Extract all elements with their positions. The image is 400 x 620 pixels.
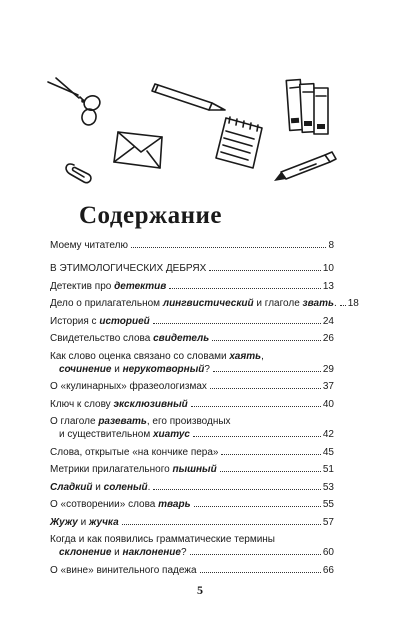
term-word: соленый bbox=[103, 481, 148, 493]
toc-page-number: 55 bbox=[322, 499, 334, 510]
entry-text: Слова, открытые «на кончике пера» bbox=[50, 446, 219, 458]
toc-page-number: 29 bbox=[322, 363, 334, 375]
dot-leader bbox=[210, 388, 321, 389]
toc-entry-title bbox=[50, 297, 337, 310]
toc-entry-title bbox=[50, 463, 217, 476]
dot-leader bbox=[153, 323, 321, 324]
entry-text: и глаголе bbox=[253, 298, 303, 309]
toc-page-number: 8 bbox=[328, 240, 334, 251]
entry-text: Детектив про bbox=[50, 280, 115, 292]
toc-entry[interactable] bbox=[50, 415, 334, 441]
toc-entry[interactable] bbox=[50, 315, 334, 328]
term-word: разевать bbox=[98, 416, 147, 427]
entry-text: , bbox=[261, 350, 264, 362]
toc-entry[interactable] bbox=[50, 463, 334, 476]
entry-text: и bbox=[92, 481, 104, 493]
toc-page-number: 26 bbox=[322, 333, 334, 344]
toc-entry[interactable] bbox=[50, 239, 334, 252]
dot-leader bbox=[340, 305, 346, 306]
dot-leader bbox=[169, 288, 321, 289]
page-title: Содержание bbox=[79, 202, 223, 229]
entry-text: ? bbox=[204, 363, 210, 375]
entry-text: . bbox=[147, 481, 151, 493]
toc-entry[interactable] bbox=[50, 280, 334, 293]
entry-text: , его производных bbox=[146, 416, 231, 427]
entry-text: и bbox=[111, 547, 123, 558]
toc-page-number: 53 bbox=[322, 481, 334, 493]
term-word: тварь bbox=[158, 499, 191, 510]
toc-entry-title bbox=[50, 380, 207, 393]
term-word: Сладкий bbox=[50, 481, 93, 493]
term-word: историей bbox=[99, 315, 150, 327]
page-number: 5 bbox=[197, 583, 203, 597]
entry-text: и существительном bbox=[59, 429, 153, 440]
dot-leader bbox=[209, 270, 321, 271]
term-word: жучка bbox=[89, 516, 119, 528]
toc-entry-title bbox=[59, 428, 190, 441]
toc-entry[interactable] bbox=[50, 533, 334, 559]
toc-entry[interactable] bbox=[50, 297, 359, 310]
term-word: пышный bbox=[172, 464, 217, 475]
dot-leader bbox=[200, 572, 321, 573]
entry-text: Как слово оценка связано со словами bbox=[50, 350, 230, 362]
entry-text: Свидетельство слова bbox=[50, 333, 154, 344]
entry-text: В ЭТИМОЛОГИЧЕСКИХ ДЕБРЯХ bbox=[50, 263, 207, 274]
toc-entry-title bbox=[50, 498, 191, 511]
toc-entry[interactable] bbox=[50, 380, 334, 393]
toc-page-number: 40 bbox=[322, 398, 334, 410]
term-word: наклонение bbox=[122, 547, 181, 558]
toc-entry-title bbox=[50, 239, 128, 252]
toc-entry-title bbox=[50, 481, 150, 494]
toc-page-number: 13 bbox=[322, 280, 334, 292]
toc-entry-title bbox=[59, 546, 187, 559]
entry-text: ? bbox=[180, 547, 187, 558]
toc-entry[interactable] bbox=[50, 350, 334, 376]
toc-entry-title bbox=[50, 262, 206, 275]
term-word: Жужу bbox=[50, 516, 78, 528]
stationery-illustration bbox=[0, 0, 400, 190]
pen-icon bbox=[274, 152, 336, 181]
toc-entry-title bbox=[50, 564, 197, 577]
dot-leader bbox=[122, 524, 321, 525]
toc-page-number: 66 bbox=[322, 564, 334, 576]
toc-entry-title bbox=[50, 446, 218, 459]
toc-entry-title-line bbox=[50, 350, 334, 363]
entry-text: О глаголе bbox=[50, 416, 99, 427]
toc-entry-title-line bbox=[50, 415, 334, 428]
notepad-icon bbox=[216, 117, 262, 168]
toc-entry[interactable] bbox=[50, 564, 334, 577]
pencil-icon bbox=[152, 84, 226, 110]
toc-page-number: 42 bbox=[322, 429, 334, 440]
toc-entry-title bbox=[50, 332, 209, 345]
toc-entry[interactable] bbox=[50, 481, 334, 494]
dot-leader bbox=[131, 247, 326, 248]
table-of-contents bbox=[50, 239, 359, 581]
toc-entry[interactable] bbox=[50, 262, 334, 275]
toc-page-number: 45 bbox=[322, 446, 334, 458]
entry-text: и bbox=[77, 516, 90, 528]
toc-page-number: 51 bbox=[322, 464, 334, 475]
scissors-icon bbox=[48, 78, 102, 126]
term-word: сочинение bbox=[59, 363, 112, 375]
toc-entry[interactable] bbox=[50, 498, 334, 511]
entry-text: О «сотворении» слова bbox=[50, 499, 159, 510]
entry-text: Метрики прилагательного bbox=[50, 464, 173, 475]
dot-leader bbox=[190, 554, 321, 555]
toc-entry-title bbox=[59, 363, 210, 376]
toc-entry[interactable] bbox=[50, 398, 334, 411]
dot-leader bbox=[212, 340, 321, 341]
entry-text: О «вине» винительного падежа bbox=[50, 564, 197, 576]
dot-leader bbox=[193, 436, 321, 437]
toc-page-number: 10 bbox=[322, 263, 334, 274]
envelope-icon bbox=[114, 132, 162, 168]
toc-entry-title bbox=[50, 280, 166, 293]
dot-leader bbox=[213, 371, 321, 372]
dot-leader bbox=[153, 489, 320, 490]
paperclip-icon bbox=[66, 164, 91, 183]
toc-page-number: 57 bbox=[322, 516, 334, 528]
term-word: детектив bbox=[114, 280, 167, 292]
dot-leader bbox=[221, 454, 320, 455]
term-word: свидетель bbox=[153, 333, 210, 344]
binders-icon bbox=[286, 80, 328, 134]
term-word: хиатус bbox=[153, 429, 190, 440]
term-word: склонение bbox=[59, 547, 112, 558]
toc-entry-title bbox=[50, 516, 119, 529]
toc-entry[interactable] bbox=[50, 446, 334, 459]
toc-entry-title bbox=[50, 398, 188, 411]
dot-leader bbox=[194, 506, 321, 507]
term-word: эксклюзивный bbox=[113, 398, 188, 410]
entry-text: История с bbox=[50, 315, 100, 327]
toc-entry[interactable] bbox=[50, 516, 334, 529]
entry-text: Дело о прилагательном bbox=[50, 298, 163, 309]
entry-text: . bbox=[333, 298, 337, 309]
toc-entry-title bbox=[50, 315, 150, 328]
term-word: лингвистический bbox=[162, 298, 254, 309]
entry-text: Ключ к слову bbox=[50, 398, 114, 410]
toc-page-number: 18 bbox=[347, 298, 359, 309]
toc-page-number: 60 bbox=[322, 547, 334, 558]
entry-text: О «кулинарных» фразеологизмах bbox=[50, 381, 207, 392]
term-word: хаять bbox=[229, 350, 262, 362]
toc-entry-title-line bbox=[50, 533, 334, 546]
entry-text: и bbox=[111, 363, 123, 375]
term-word: звать bbox=[302, 298, 334, 309]
toc-entry[interactable] bbox=[50, 332, 334, 345]
term-word: нерукотворный bbox=[122, 363, 205, 375]
entry-text: Моему читателю bbox=[50, 240, 128, 251]
entry-text: Когда и как появились грамматические термины bbox=[50, 534, 275, 545]
toc-page-number: 37 bbox=[322, 381, 334, 392]
dot-leader bbox=[191, 406, 321, 407]
toc-page-number: 24 bbox=[322, 315, 334, 327]
dot-leader bbox=[220, 471, 321, 472]
